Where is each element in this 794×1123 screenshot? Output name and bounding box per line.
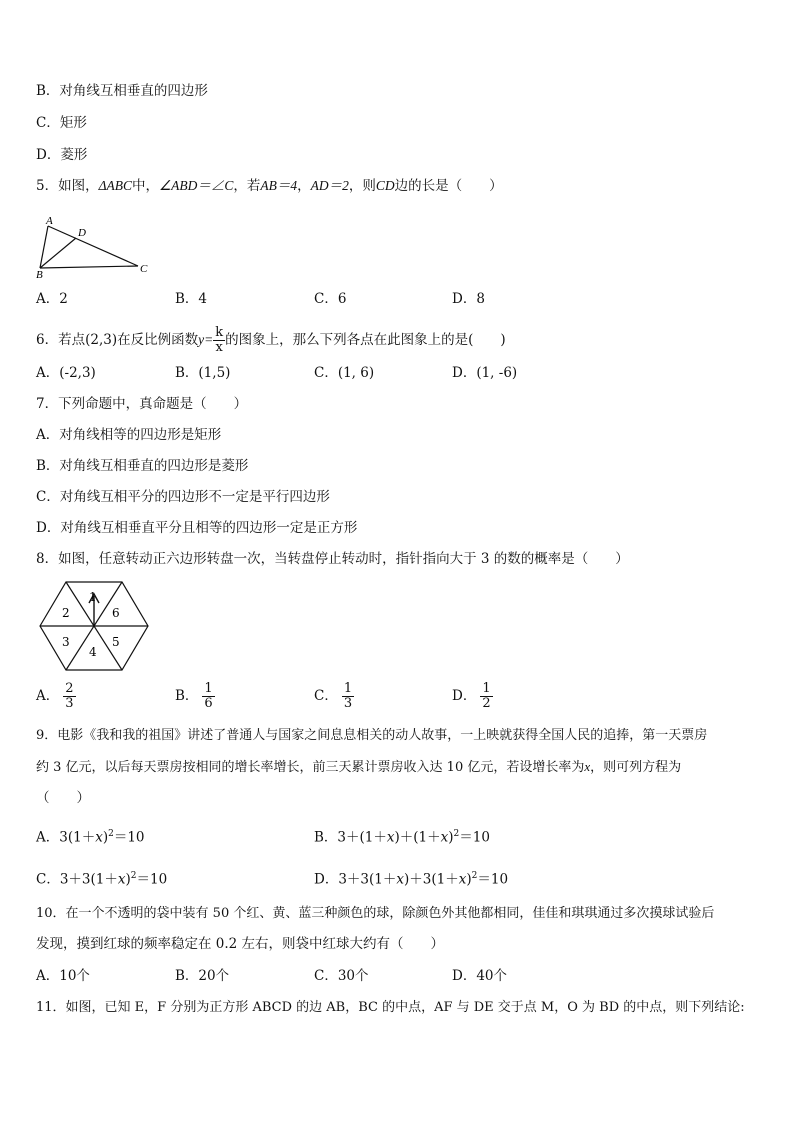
q9-line-3: （ ） [36,790,90,806]
q6-stem: 6．若点(2,3)在反比例函数y= $\frac{k}{x}$ 的图象上，那么下列各点在此图象上的是( ) [36,325,506,355]
q11-line-1: 11．如图，已知 E，F 分别为正方形 ABCD 的边 AB，BC 的中点，AF 与 DE 交于点 M，O 为 BD 的中点，则下列结论: [36,1000,745,1015]
q8-option-b: B． $\frac{1}{6}$ [175,681,213,711]
q9-option-b: B．$3+(1+x)+(1+x)^2=10$ [314,829,490,846]
q7-option-a: A．对角线相等的四边形是矩形 [36,427,222,443]
q5-label-c: C [140,263,148,275]
q8-sector-6: 6 [112,606,120,620]
q8-option-a: A． $\frac{2}{3}$ [36,681,74,711]
q8-option-c: C． $\frac{1}{3}$ [314,681,353,711]
q5-triangle-figure [34,212,154,278]
q4-option-c: C．矩形 [36,115,87,131]
q10-option-a: A．10个 [36,968,90,984]
q8-hexagon-spinner [36,578,152,674]
q8-sector-4: 4 [89,645,97,659]
q9-option-c: C．$3+3(1+x)^2=10$ [36,871,168,888]
q8-sector-3: 3 [62,635,70,649]
q5-option-b: B．4 [175,291,208,307]
q8-sector-2: 2 [62,606,70,620]
q8-stem: 8．如图，任意转动正六边形转盘一次，当转盘停止转动时，指针指向大于 3 的数的概率是（ ） [36,551,629,567]
q6-option-d: D．(1, -6) [452,365,518,381]
q5-stem: 5．如图，ΔABC中，∠ABD＝∠C，若AB＝4，AD＝2，则CD边的长是（ ） [36,178,503,194]
q6-option-b: B．(1,5) [175,365,231,381]
q10-option-d: D．40个 [452,968,508,984]
q5-label-a: A [46,215,53,227]
q5-option-d: D．8 [452,291,485,307]
q6-option-a: A．(-2,3) [36,365,96,381]
q7-option-c: C．对角线互相平分的四边形不一定是平行四边形 [36,489,330,505]
q8-sector-1: 1 [89,590,97,604]
q8-sector-5: 5 [112,635,120,649]
q10-line-1: 10．在一个不透明的袋中装有 50 个红、黄、蓝三种颜色的球，除颜色外其他都相同，佳佳和琪琪通过多次摸球试验后 [36,906,715,921]
q7-stem: 7．下列命题中，真命题是（ ） [36,396,248,412]
q5-option-a: A．2 [36,291,68,307]
q4-option-d: D．菱形 [36,147,88,163]
q9-option-a: A．$3(1+x)^2=10$ [36,829,145,846]
q10-option-b: B．20个 [175,968,230,984]
q7-option-d: D．对角线互相垂直平分且相等的四边形一定是正方形 [36,520,358,536]
q9-option-d: D．$3+3(1+x)+3(1+x)^2=10$ [314,871,509,888]
q10-option-c: C．30个 [314,968,369,984]
q5-option-c: C．6 [314,291,347,307]
q9-line-2: 约 3 亿元，以后每天票房按相同的增长率增长，前三天累计票房收入达 10 亿元，若设增长率为x，则可列方程为 [36,759,682,775]
q10-line-2: 发现，摸到红球的频率稳定在 0.2 左右，则袋中红球大约有（ ） [36,936,445,952]
q8-option-d: D． $\frac{1}{2}$ [452,681,491,711]
q9-line-1: 9．电影《我和我的祖国》讲述了普通人与国家之间息息相关的动人故事，一上映就获得全国人民的追捧，第一天票房 [36,728,708,743]
q4-option-b: B．对角线互相垂直的四边形 [36,83,208,99]
q5-label-b: B [36,269,43,278]
q5-label-d: D [78,227,86,239]
q6-option-c: C．(1, 6) [314,365,375,381]
q7-option-b: B．对角线互相垂直的四边形是菱形 [36,458,249,474]
